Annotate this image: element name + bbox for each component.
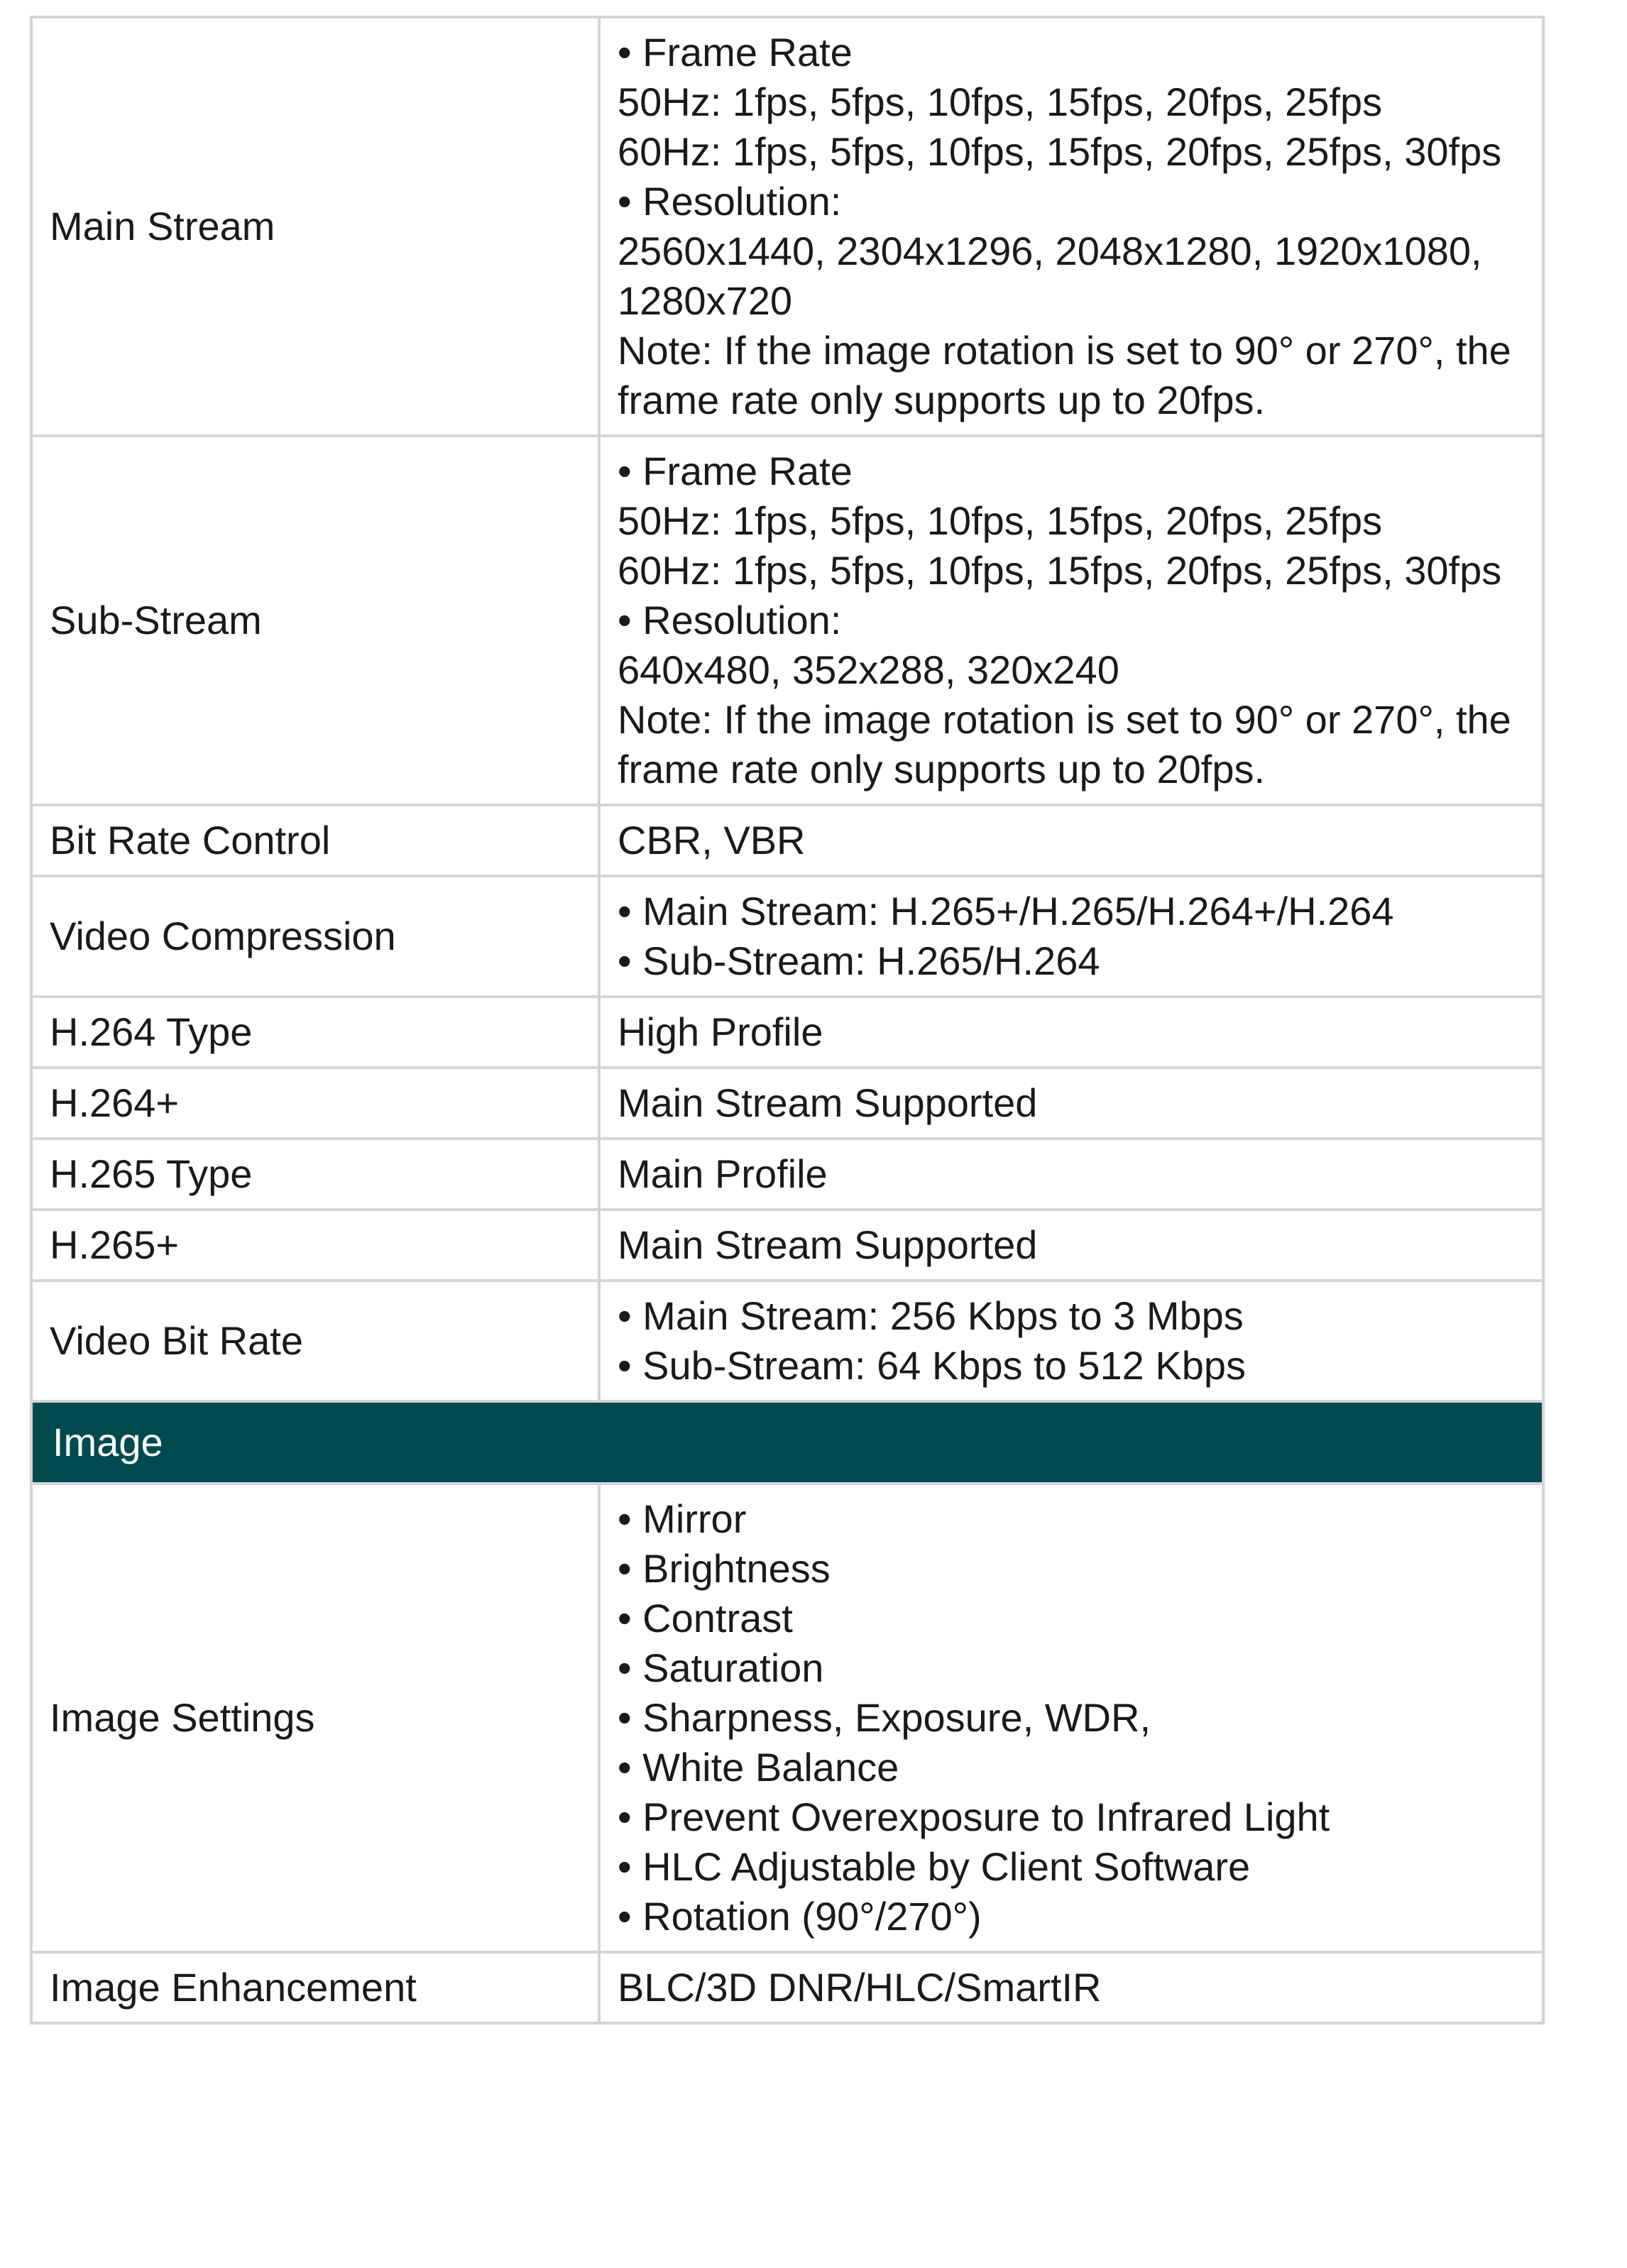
spec-value [599, 876, 1543, 997]
spec-value-line: • Sub-Stream: 64 Kbps to 512 Kbps [618, 1343, 1247, 1388]
spec-value [599, 1281, 1543, 1401]
spec-value-line: Note: If the image rotation is set to 90° or 270°, the frame rate only supports up to 20fps. [618, 697, 1511, 791]
spec-value-line: • White Balance [618, 1745, 899, 1790]
spec-value-line: Note: If the image rotation is set to 90° or 270°, the frame rate only supports up to 20fps. [618, 328, 1511, 422]
spec-value-line: 50Hz: 1fps, 5fps, 10fps, 15fps, 20fps, 25fps [618, 80, 1383, 124]
spec-row [31, 1139, 1543, 1210]
spec-value [599, 436, 1543, 805]
spec-label: Bit Rate Control [31, 805, 599, 876]
spec-value-line: • Mirror [618, 1496, 747, 1541]
spec-value-line: Main Profile [618, 1151, 828, 1196]
spec-label: H.265+ [31, 1210, 599, 1281]
spec-row [31, 1068, 1543, 1139]
spec-row [31, 1484, 1543, 1952]
spec-value-line: • Rotation (90°/270°) [618, 1894, 982, 1939]
spec-value-line: • Frame Rate [618, 449, 853, 493]
spec-label: Image Settings [31, 1484, 599, 1952]
spec-row [31, 997, 1543, 1068]
spec-label: H.265 Type [31, 1139, 599, 1210]
spec-value-line: 640x480, 352x288, 320x240 [618, 647, 1119, 692]
spec-value-line: • Resolution: [618, 598, 842, 642]
spec-value-line: • Saturation [618, 1645, 824, 1690]
spec-value-line: 60Hz: 1fps, 5fps, 10fps, 15fps, 20fps, 25fps, 30fps [618, 548, 1502, 593]
spec-value-line: High Profile [618, 1009, 823, 1054]
spec-label: Video Bit Rate [31, 1281, 599, 1401]
spec-value [599, 1210, 1543, 1281]
spec-value-line: • Prevent Overexposure to Infrared Light [618, 1795, 1330, 1839]
section-header-row [31, 1401, 1543, 1484]
spec-value [599, 997, 1543, 1068]
spec-value-line: BLC/3D DNR/HLC/SmartIR [618, 1965, 1102, 2010]
spec-label: Sub-Stream [31, 436, 599, 805]
spec-label: Image Enhancement [31, 1952, 599, 2023]
spec-row [31, 805, 1543, 876]
spec-table [30, 16, 1545, 2025]
spec-value-line: Main Stream Supported [618, 1080, 1038, 1125]
spec-value [599, 1139, 1543, 1210]
spec-row [31, 17, 1543, 436]
spec-row [31, 876, 1543, 997]
spec-row [31, 1952, 1543, 2023]
spec-row [31, 436, 1543, 805]
spec-value-line: • HLC Adjustable by Client Software [618, 1844, 1251, 1889]
spec-value-line: 2560x1440, 2304x1296, 2048x1280, 1920x1080, 1280x720 [618, 229, 1482, 323]
spec-label: Main Stream [31, 17, 599, 436]
image-section [31, 1401, 1543, 1484]
spec-value-line: • Frame Rate [618, 30, 853, 75]
spec-sheet [30, 16, 1545, 2025]
spec-value-line: CBR, VBR [618, 818, 806, 862]
spec-row [31, 1210, 1543, 1281]
spec-value [599, 17, 1543, 436]
video-spec-group [31, 17, 1543, 1401]
spec-value-line: • Sub-Stream: H.265/H.264 [618, 938, 1100, 983]
spec-label: Video Compression [31, 876, 599, 997]
spec-value-line: 50Hz: 1fps, 5fps, 10fps, 15fps, 20fps, 25fps [618, 498, 1383, 543]
spec-value [599, 1952, 1543, 2023]
spec-value-line: 60Hz: 1fps, 5fps, 10fps, 15fps, 20fps, 25fps, 30fps [618, 129, 1502, 174]
spec-value-line: • Resolution: [618, 179, 842, 224]
spec-value-line: • Main Stream: 256 Kbps to 3 Mbps [618, 1293, 1244, 1338]
spec-value [599, 1484, 1543, 1952]
spec-value-line: • Contrast [618, 1596, 793, 1640]
image-spec-group [31, 1484, 1543, 2023]
spec-value-line: • Main Stream: H.265+/H.265/H.264+/H.264 [618, 889, 1394, 933]
section-header-title: Image [31, 1401, 1543, 1484]
spec-value-line: • Sharpness, Exposure, WDR, [618, 1695, 1151, 1740]
spec-value [599, 1068, 1543, 1139]
spec-value-line: Main Stream Supported [618, 1222, 1038, 1267]
spec-value [599, 805, 1543, 876]
spec-value-line: • Brightness [618, 1546, 831, 1591]
spec-label: H.264+ [31, 1068, 599, 1139]
spec-row [31, 1281, 1543, 1401]
spec-label: H.264 Type [31, 997, 599, 1068]
